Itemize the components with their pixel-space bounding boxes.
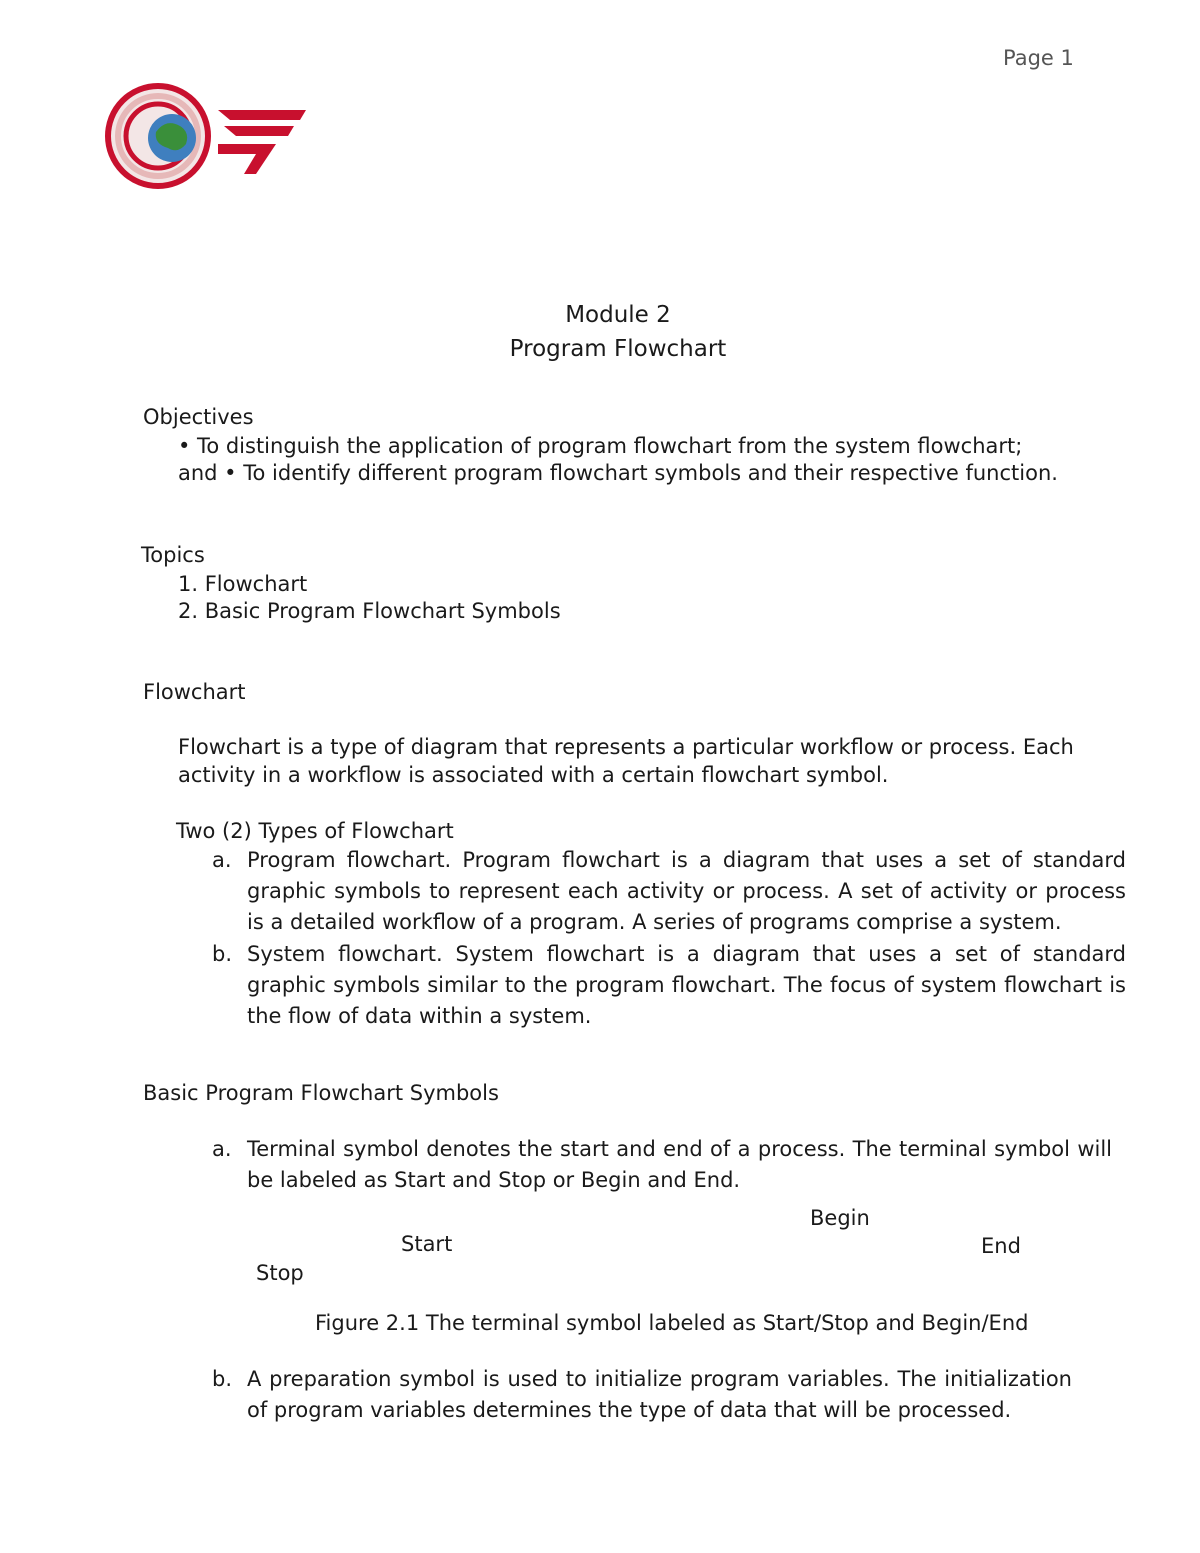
page-number: Page 1 (1003, 46, 1074, 70)
list-label: a. (212, 1137, 232, 1161)
module-title: Module 2 (565, 302, 671, 328)
objective-item: • To distinguish the application of program flowchart from the system flowchart; (178, 434, 1023, 458)
figure-label-stop: Stop (256, 1261, 304, 1285)
objectives-heading: Objectives (143, 405, 254, 429)
symbol-a-text: Terminal symbol denotes the start and end of a process. The terminal symbol will be labeled as Start and Stop or Begin and End. (247, 1137, 1112, 1192)
figure-label-end: End (981, 1234, 1021, 1258)
flowchart-definition-line: Flowchart is a type of diagram that represents a particular workflow or process. Each (178, 735, 1074, 759)
college-seal-logo (100, 80, 316, 192)
figure-label-begin: Begin (810, 1206, 870, 1230)
type-a-item (212, 845, 1126, 938)
topics-heading: Topics (141, 543, 205, 567)
figure-label-start: Start (401, 1232, 453, 1256)
symbol-b-text: A preparation symbol is used to initialize program variables. The initialization of program variables determines the type of data that will be processed. (247, 1367, 1072, 1422)
type-a-text: Program flowchart. Program flowchart is a diagram that uses a set of standard graphic symbols to represent each activity or process. A set of activity or process is a detailed workflow of a program. A series of programs comprise a system. (247, 848, 1126, 934)
symbols-heading: Basic Program Flowchart Symbols (143, 1081, 499, 1105)
list-label: b. (212, 942, 233, 966)
module-subtitle: Program Flowchart (509, 336, 727, 362)
symbol-b-item (212, 1364, 1072, 1426)
objective-item: and • To identify different program flowchart symbols and their respective function. (178, 461, 1058, 485)
flowchart-heading: Flowchart (143, 680, 246, 704)
figure-caption: Figure 2.1 The terminal symbol labeled as Start/Stop and Begin/End (315, 1311, 1029, 1335)
list-label: a. (212, 848, 232, 872)
type-b-item (212, 939, 1126, 1032)
cs-letters-mark (218, 110, 306, 174)
topic-item: 2. Basic Program Flowchart Symbols (178, 599, 561, 623)
topic-item: 1. Flowchart (178, 572, 308, 596)
globe-icon (148, 114, 196, 162)
types-heading: Two (2) Types of Flowchart (176, 819, 454, 843)
flowchart-definition-line: activity in a workflow is associated with a certain flowchart symbol. (178, 763, 889, 787)
symbol-a-item (212, 1134, 1112, 1196)
list-label: b. (212, 1367, 233, 1391)
type-b-text: System flowchart. System flowchart is a diagram that uses a set of standard graphic symbols similar to the program flowchart. The focus of system flowchart is the flow of data within a system. (247, 942, 1126, 1028)
